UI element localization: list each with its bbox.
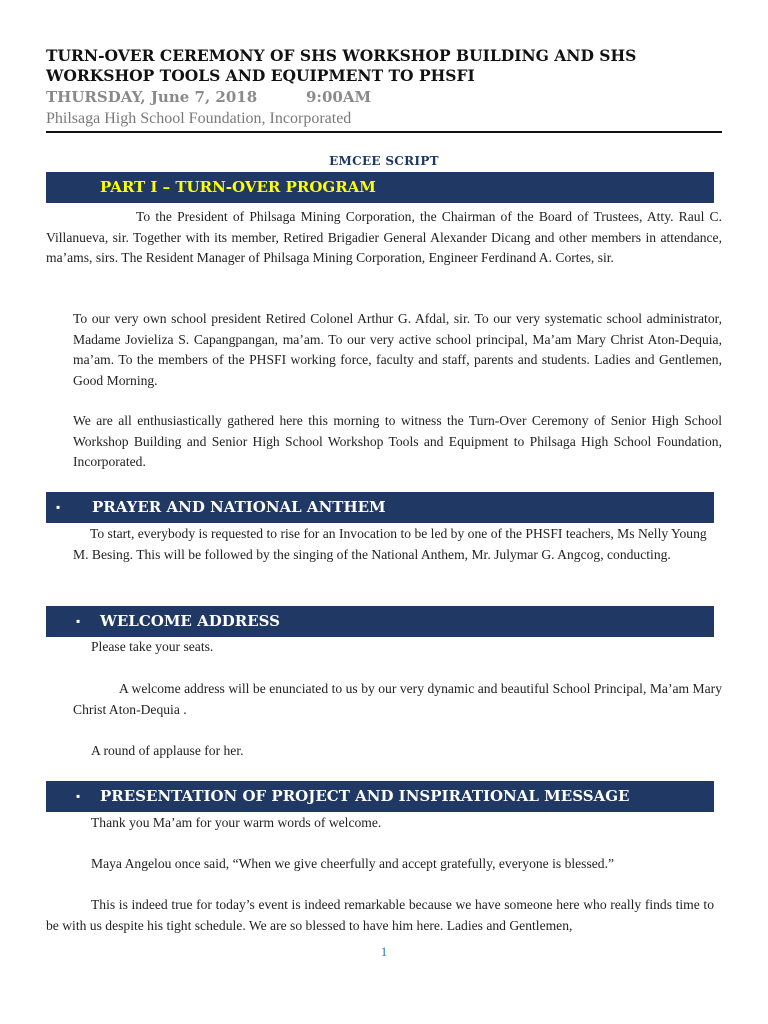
- presentation-heading-bar: [46, 781, 714, 812]
- part1-paragraph-1: To the President of Philsaga Mining Corporation, the Chairman of the Board of Trustees, Atty. Raul C. Villanueva, sir. Together with its member, Retired Brigadier General Alexander Dicang and other members in attendance, ma’ams, sirs. The Resident Manager of Philsaga Mining Corporation, Engineer Ferdinand A. Cortes, sir.: [46, 209, 722, 265]
- presentation-line-1: Thank you Ma’am for your warm words of welcome.: [91, 815, 382, 830]
- page-number: 1: [380, 944, 388, 959]
- welcome-heading: WELCOME ADDRESS: [100, 612, 280, 630]
- emcee-script-label: EMCEE SCRIPT: [329, 154, 439, 168]
- part1-heading-bar: [46, 172, 714, 203]
- organization-name: Philsaga High School Foundation, Incorporated: [46, 110, 352, 127]
- welcome-heading-bar: [46, 606, 714, 637]
- part1-paragraph-3: We are all enthusiastically gathered here this morning to witness the Turn-Over Ceremony of Senior High School Workshop Building and Senior High School Workshop Tools and Equipment to Philsaga High School Foundation, Incorporated.: [73, 413, 722, 469]
- document-title: TURN-OVER CEREMONY OF SHS WORKSHOP BUILDING AND SHS WORKSHOP TOOLS AND EQUIPMENT TO PHSFI: [46, 46, 637, 85]
- event-time: 9:00AM: [306, 88, 372, 106]
- welcome-line-3: A round of applause for her.: [91, 743, 244, 758]
- welcome-line-1: Please take your seats.: [91, 639, 214, 654]
- part1-heading: PART I – TURN-OVER PROGRAM: [100, 178, 376, 196]
- prayer-heading-bar: [46, 492, 714, 523]
- bullet-icon: ▪: [76, 789, 81, 803]
- prayer-paragraph: To start, everybody is requested to rise for an Invocation to be led by one of the PHSFI teachers, Ms Nelly Young M. Besing. This will be followed by the singing of the National Anthem, Mr. Julymar G. Angcog, conducting.: [73, 526, 707, 562]
- presentation-line-2: Maya Angelou once said, “When we give cheerfully and accept gratefully, everyone is blessed.”: [91, 856, 615, 871]
- bullet-icon: ▪: [56, 500, 61, 514]
- presentation-heading: PRESENTATION OF PROJECT AND INSPIRATIONAL MESSAGE: [100, 787, 630, 805]
- event-date: THURSDAY, June 7, 2018: [46, 88, 258, 106]
- presentation-line-3: This is indeed true for today’s event is indeed remarkable because we have someone here who really finds time to be with us despite his tight schedule. We are so blessed to have him here. Ladies and Gentlemen,: [46, 897, 714, 933]
- prayer-heading: PRAYER AND NATIONAL ANTHEM: [92, 498, 386, 516]
- bullet-icon: ▪: [76, 614, 81, 628]
- part1-paragraph-2: To our very own school president Retired Colonel Arthur G. Afdal, sir. To our very systematic school administrator, Madame Jovieliza S. Capangpangan, ma’am. To our very active school principal, Ma’am Mary Christ Aton-Dequia, ma’am. To the members of the PHSFI working force, faculty and staff, parents and students. Ladies and Gentlemen, Good Morning.: [73, 311, 722, 388]
- welcome-line-2: A welcome address will be enunciated to us by our very dynamic and beautiful School Principal, Ma’am Mary Christ Aton-Dequia .: [73, 681, 722, 717]
- header-divider: [46, 131, 722, 133]
